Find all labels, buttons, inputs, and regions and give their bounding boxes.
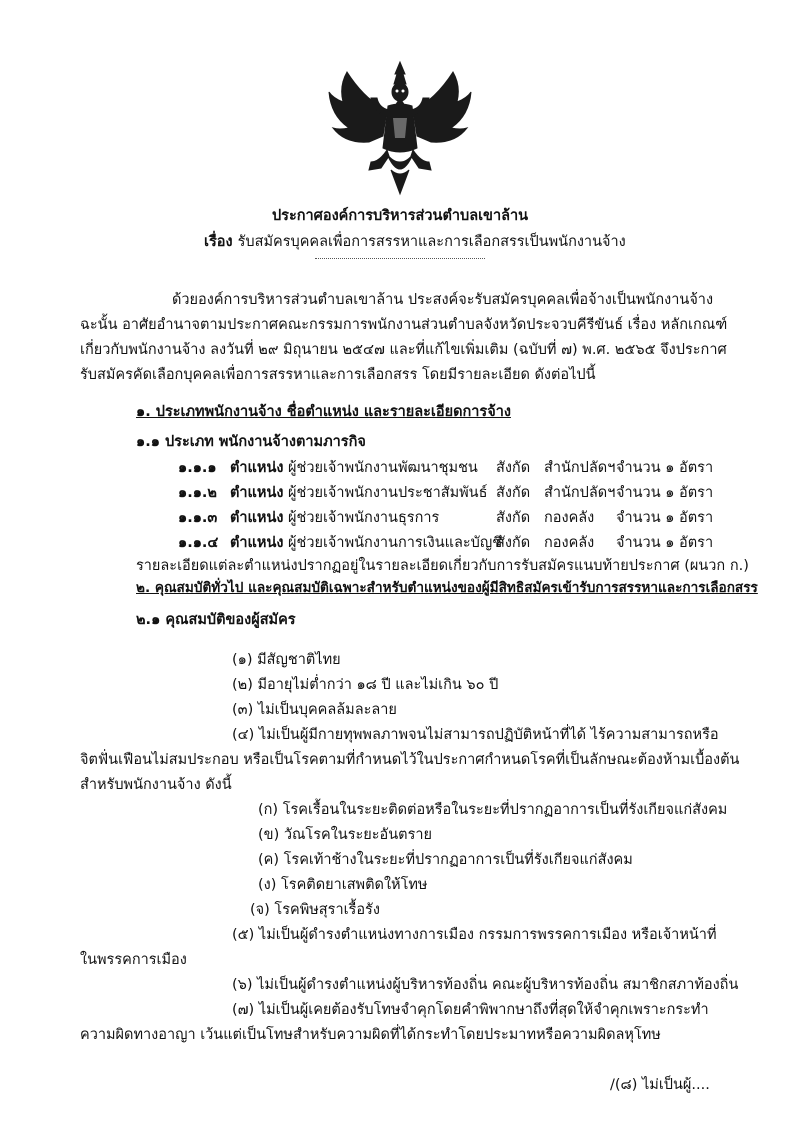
position-count: จำนวน ๑ อัตรา [616,485,714,501]
intro-line: รับสมัครคัดเลือกบุคคลเพื่อการสรรหาและการเลือกสรร โดยมีรายละเอียด ดังต่อไปนี้ [80,367,596,383]
garuda-emblem-icon [325,58,475,198]
position-name: ผู้ช่วยเจ้าพนักงานประชาสัมพันธ์ [288,485,488,501]
position-number: ๑.๑.๓ [178,510,218,526]
affiliation-label: สังกัด [496,535,531,551]
section1-heading: ๑. ประเภทพนักงานจ้าง ชื่อตำแหน่ง และรายละเอียดการจ้าง [136,404,511,420]
qualification-item: (๔) ไม่เป็นผู้มีกายทุพพลภาพจนไม่สามารถปฏิบัติหน้าที่ได้ ไร้ความสามารถหรือ [232,727,719,743]
disease-item: (ก) โรคเรื้อนในระยะติดต่อหรือในระยะที่ปรากฏอาการเป็นที่รังเกียจแก่สังคม [258,802,728,818]
section1-subheading: ๑.๑ ประเภท พนักงานจ้างตามภารกิจ [136,434,366,450]
affiliation-label: สังกัด [496,460,531,476]
affiliation-label: สังกัด [496,510,531,526]
subject-line [204,232,626,252]
position-name: ผู้ช่วยเจ้าพนักงานธุรการ [288,510,440,526]
qualification-item: (๕) ไม่เป็นผู้ดำรงตำแหน่งทางการเมือง กรรมการพรรคการเมือง หรือเจ้าหน้าที่ [232,927,717,943]
affiliation-name: กองคลัง [544,535,595,551]
position-number: ๑.๑.๒ [178,485,217,501]
intro-line: ด้วยองค์การบริหารส่วนตำบลเขาล้าน ประสงค์จะรับสมัครบุคคลเพื่อจ้างเป็นพนักงานจ้าง [172,292,714,308]
disease-item: (จ) โรคพิษสุราเรื้อรัง [250,902,380,918]
subject-label: เรื่อง [204,234,233,250]
qualification-item-cont: สำหรับพนักงานจ้าง ดังนี้ [80,777,232,793]
position-name: ผู้ช่วยเจ้าพนักงานพัฒนาชุมชน [288,460,478,476]
qualification-item-cont: จิตฟั่นเฟือนไม่สมประกอบ หรือเป็นโรคตามที่กำหนดไว้ในประกาศกำหนดโรคที่เป็นลักษณะต้องห้ามเบื้องต้น [80,752,740,768]
title-separator [315,258,485,259]
announcement-title: ประกาศองค์การบริหารส่วนตำบลเขาล้าน [271,208,529,224]
position-count: จำนวน ๑ อัตรา [616,535,714,551]
qualification-item: (๓) ไม่เป็นบุคคลล้มละลาย [232,702,397,718]
affiliation-name: กองคลัง [544,510,595,526]
intro-line: เกี่ยวกับพนักงานจ้าง ลงวันที่ ๒๙ มิถุนายน ๒๕๔๗ และที่แก้ไขเพิ่มเติม (ฉบับที่ ๗) พ.ศ. ๒๕๖๕ จึงประกาศ [80,342,727,358]
qualification-item: (๗) ไม่เป็นผู้เคยต้องรับโทษจำคุกโดยคำพิพากษาถึงที่สุดให้จำคุกเพราะกระทำ [232,1002,709,1018]
disease-item: (ข) วัณโรคในระยะอันตราย [258,827,433,843]
affiliation-label: สังกัด [496,485,531,501]
position-number: ๑.๑.๔ [178,535,219,551]
qualification-item-cont: ความผิดทางอาญา เว้นแต่เป็นโทษสำหรับความผิดที่ได้กระทำโดยประมาทหรือความผิดลหุโทษ [80,1027,661,1043]
position-count: จำนวน ๑ อัตรา [616,460,714,476]
intro-line: ฉะนั้น อาศัยอำนาจตามประกาศคณะกรรมการพนักงานส่วนตำบลจังหวัดประจวบคีรีขันธ์ เรื่อง หลักเกณฑ์ [80,317,728,333]
position-label: ตำแหน่ง [230,485,284,501]
section1-note: รายละเอียดแต่ละตำแหน่งปรากฏอยู่ในรายละเอียดเกี่ยวกับการรับสมัครแนบท้ายประกาศ (ผนวก ก.) [136,558,749,574]
section2-subheading: ๒.๑ คุณสมบัติของผู้สมัคร [136,612,296,628]
affiliation-name: สำนักปลัดฯ [544,460,616,476]
disease-item: (ค) โรคเท้าช้างในระยะที่ปรากฏอาการเป็นที่รังเกียจแก่สังคม [258,852,633,868]
position-number: ๑.๑.๑ [178,460,217,476]
position-label: ตำแหน่ง [230,510,284,526]
qualification-item: (๖) ไม่เป็นผู้ดำรงตำแหน่งผู้บริหารท้องถิ่น คณะผู้บริหารท้องถิ่น สมาชิกสภาท้องถิ่น [232,977,739,993]
position-name: ผู้ช่วยเจ้าพนักงานการเงินและบัญชี [288,535,503,551]
position-label: ตำแหน่ง [230,535,284,551]
position-count: จำนวน ๑ อัตรา [616,510,714,526]
affiliation-name: สำนักปลัดฯ [544,485,616,501]
qualification-item-cont: ในพรรคการเมือง [80,952,187,968]
section2-heading: ๒. คุณสมบัติทั่วไป และคุณสมบัติเฉพาะสำหรับตำแหน่งของผู้มีสิทธิสมัครเข้ารับการสรรหาและการเลือกสรร [136,580,758,596]
qualification-item: (๑) มีสัญชาติไทย [232,652,341,668]
position-label: ตำแหน่ง [230,460,284,476]
qualification-item: (๒) มีอายุไม่ต่ำกว่า ๑๘ ปี และไม่เกิน ๖๐ ปี [232,677,499,693]
disease-item: (ง) โรคติดยาเสพติดให้โทษ [258,877,428,893]
subject-text: รับสมัครบุคคลเพื่อการสรรหาและการเลือกสรรเป็นพนักงานจ้าง [237,234,626,250]
continuation-note: /(๘) ไม่เป็นผู้.... [610,1077,710,1093]
